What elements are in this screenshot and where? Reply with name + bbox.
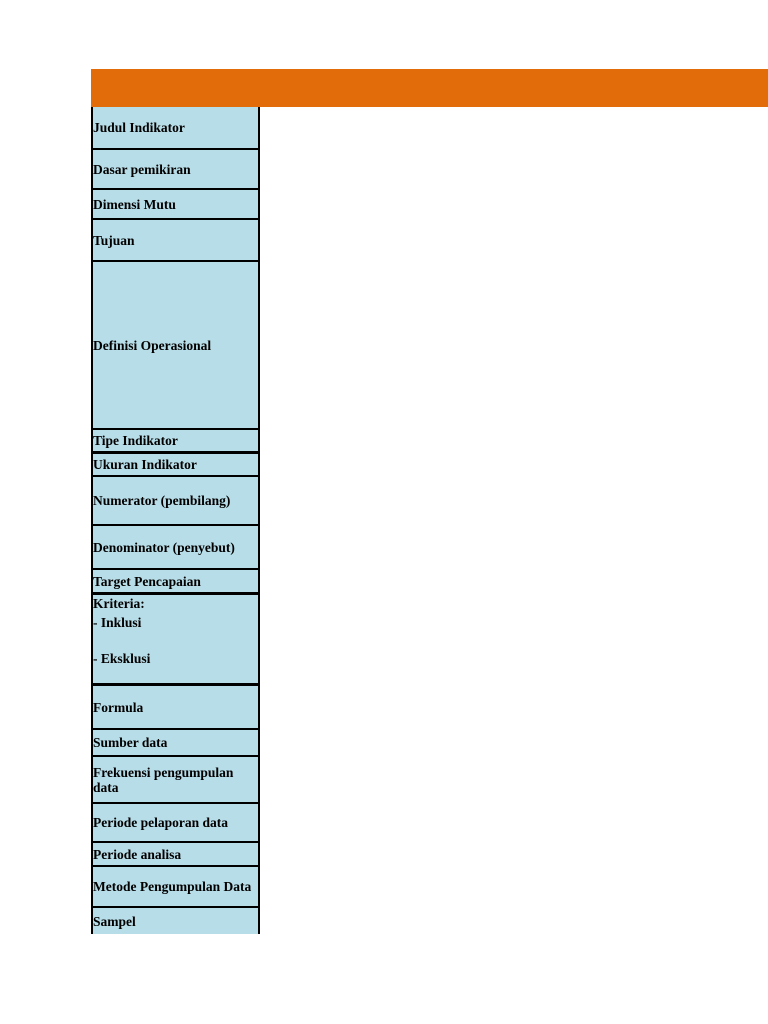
row-periode-analisa xyxy=(93,843,258,867)
table-header-bar xyxy=(91,69,768,107)
row-sublabel-inklusi: - Inklusi xyxy=(93,615,142,630)
row-label: Dimensi Mutu xyxy=(93,196,176,212)
row-label: Target Pencapaian xyxy=(93,573,201,589)
row-label: Periode analisa xyxy=(93,846,182,862)
row-label: Definisi Operasional xyxy=(93,337,212,353)
row-sumber-data xyxy=(93,730,258,757)
row-label: Periode pelaporan data xyxy=(93,815,228,830)
row-label: Judul Indikator xyxy=(93,120,185,135)
row-formula xyxy=(93,686,258,730)
row-sublabel-eksklusi: - Eksklusi xyxy=(93,651,151,666)
row-dimensi-mutu xyxy=(93,190,258,220)
row-label: Denominator (penyebut) xyxy=(93,539,235,555)
row-dasar-pemikiran xyxy=(93,150,258,190)
row-tipe-indikator xyxy=(93,430,258,454)
row-tujuan xyxy=(93,220,258,262)
row-periode-pelaporan xyxy=(93,804,258,843)
row-ukuran-indikator xyxy=(93,454,258,477)
row-denominator xyxy=(93,526,258,570)
row-target-pencapaian xyxy=(93,570,258,595)
row-label: Metode Pengumpulan Data xyxy=(93,879,252,894)
row-sampel xyxy=(93,908,258,934)
row-frekuensi-pengumpulan xyxy=(93,757,258,804)
row-label: Kriteria: xyxy=(93,596,145,611)
row-metode-pengumpulan xyxy=(93,867,258,908)
row-judul-indikator xyxy=(93,107,258,150)
row-kriteria xyxy=(93,595,258,686)
row-label: Formula xyxy=(93,699,144,715)
row-label: Numerator (pembilang) xyxy=(93,493,231,508)
row-label: Sampel xyxy=(93,913,136,929)
row-definisi-operasional xyxy=(93,262,258,430)
row-label: Sumber data xyxy=(93,735,168,750)
row-label: Ukuran Indikator xyxy=(93,457,197,472)
row-label: Dasar pemikiran xyxy=(93,161,191,177)
row-label: Frekuensi pengumpulan data xyxy=(93,764,234,795)
row-label: Tipe Indikator xyxy=(93,433,178,448)
indicator-label-column xyxy=(91,107,260,934)
row-label: Tujuan xyxy=(93,232,135,248)
row-numerator xyxy=(93,477,258,526)
